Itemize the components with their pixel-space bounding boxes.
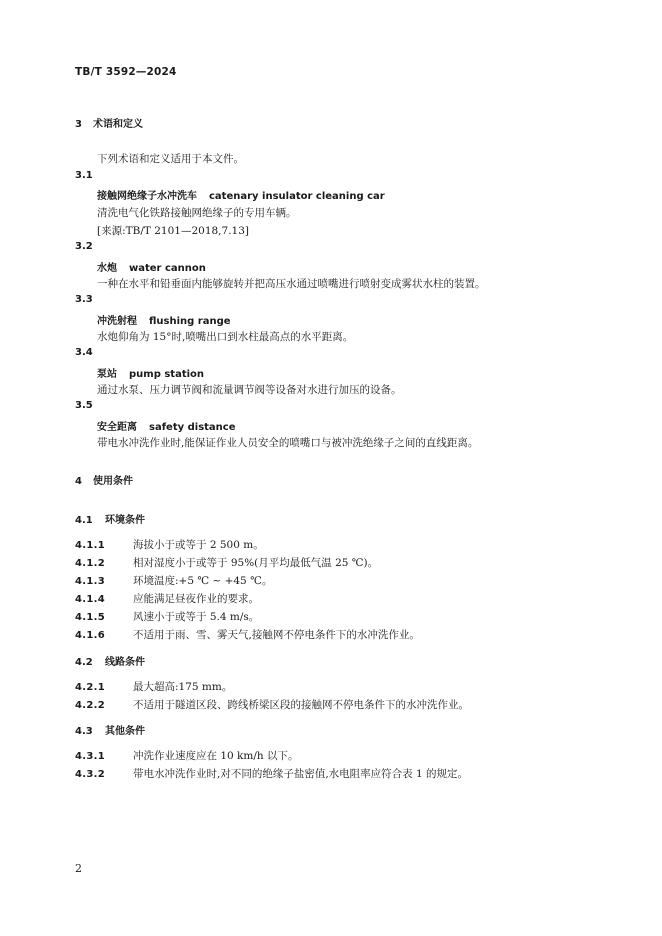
page-number: 2 <box>75 862 82 875</box>
term-en: catenary insulator cleaning car <box>209 191 385 202</box>
term-heading <box>97 365 204 380</box>
subsection-title: 线路条件 <box>105 657 145 668</box>
clause-number: 4.3.2 <box>75 769 105 780</box>
subsection-number: 4.2 <box>75 657 93 668</box>
section-3-title: 术语和定义 <box>93 119 143 130</box>
clause-text: 冲洗作业速度应在 10 km/h 以下。 <box>133 750 299 762</box>
term-heading <box>97 312 231 327</box>
term-heading <box>97 259 206 274</box>
term-definition: 清洗电气化铁路接触网绝缘子的专用车辆。 <box>97 207 297 219</box>
clause-number: 4.1.1 <box>75 540 105 551</box>
clause-item <box>75 569 272 588</box>
term-heading <box>97 418 236 433</box>
clause-text: 不适用于隧道区段、跨线桥梁区段的接触网不停电条件下的水冲洗作业。 <box>133 699 469 711</box>
subsection-number: 4.1 <box>75 515 93 526</box>
subsection-number: 4.3 <box>75 726 93 737</box>
term-definition: 通过水泵、压力调节阀和流量调节阀等设备对水进行加压的设备。 <box>97 384 402 396</box>
clause-number: 4.2.2 <box>75 700 105 711</box>
subsection-heading <box>75 511 145 526</box>
clause-item <box>75 693 469 712</box>
clause-text: 不适用于雨、雪、雾天气,接触网不停电条件下的水冲洗作业。 <box>133 629 420 641</box>
subsection-heading <box>75 722 145 737</box>
section-4-title: 使用条件 <box>93 476 133 487</box>
clause-number: 4.3.1 <box>75 751 105 762</box>
subsection-heading <box>75 653 145 668</box>
clause-number: 4.1.6 <box>75 630 105 641</box>
clause-item <box>75 744 299 763</box>
clause-item <box>75 762 468 781</box>
term-zh: 泵站 <box>97 369 117 380</box>
term-en: water cannon <box>129 263 206 274</box>
clause-item <box>75 675 232 694</box>
clause-number: 4.2.1 <box>75 682 105 693</box>
term-number: 3.1 <box>75 170 93 181</box>
subsection-title: 环境条件 <box>105 515 145 526</box>
section-3-heading <box>75 115 143 130</box>
clause-number: 4.1.4 <box>75 594 105 605</box>
term-definition: 水炮仰角为 15°时,喷嘴出口到水柱最高点的水平距离。 <box>97 331 354 343</box>
clause-text: 海拔小于或等于 2 500 m。 <box>133 539 264 551</box>
term-zh: 安全距离 <box>97 422 137 433</box>
term-en: pump station <box>129 369 205 380</box>
term-zh: 冲洗射程 <box>97 316 137 327</box>
clause-item <box>75 533 264 552</box>
section-4-number: 4 <box>75 476 82 487</box>
clause-text: 带电水冲洗作业时,对不同的绝缘子盐密值,水电阻率应符合表 1 的规定。 <box>133 768 469 780</box>
clause-item <box>75 623 420 642</box>
clause-item <box>75 587 259 606</box>
clause-text: 风速小于或等于 5.4 m/s。 <box>133 611 260 623</box>
clause-text: 相对湿度小于或等于 95%(月平均最低气温 25 ℃)。 <box>133 557 379 569</box>
section-3-intro: 下列术语和定义适用于本文件。 <box>97 153 244 165</box>
section-3-number: 3 <box>75 119 82 130</box>
clause-text: 最大超高:175 mm。 <box>133 681 233 693</box>
clause-text: 环境温度:+5 ℃ ~ +45 ℃。 <box>133 575 273 587</box>
term-zh: 接触网绝缘子水冲洗车 <box>97 191 197 202</box>
section-4-heading <box>75 472 133 487</box>
clause-number: 4.1.3 <box>75 576 105 587</box>
clause-number: 4.1.5 <box>75 612 105 623</box>
clause-item <box>75 551 378 570</box>
term-number: 3.2 <box>75 241 93 252</box>
term-en: flushing range <box>149 316 231 327</box>
standard-id-header: TB/T 3592—2024 <box>75 66 177 78</box>
term-definition: 一种在水平和铅垂面内能够旋转并把高压水通过喷嘴进行喷射变成雾状水柱的装置。 <box>97 278 486 290</box>
clause-item <box>75 605 259 624</box>
term-zh: 水炮 <box>97 263 117 274</box>
term-en: safety distance <box>149 422 236 433</box>
clause-number: 4.1.2 <box>75 558 105 569</box>
subsection-title: 其他条件 <box>105 726 145 737</box>
term-number: 3.5 <box>75 400 93 411</box>
term-heading <box>97 187 385 202</box>
term-source: [来源:TB/T 2101—2018,7.13] <box>97 225 249 237</box>
clause-text: 应能满足昼夜作业的要求。 <box>133 593 259 605</box>
term-number: 3.4 <box>75 347 93 358</box>
term-definition: 带电水冲洗作业时,能保证作业人员安全的喷嘴口与被冲洗绝缘子之间的直线距离。 <box>97 437 479 449</box>
term-number: 3.3 <box>75 294 93 305</box>
